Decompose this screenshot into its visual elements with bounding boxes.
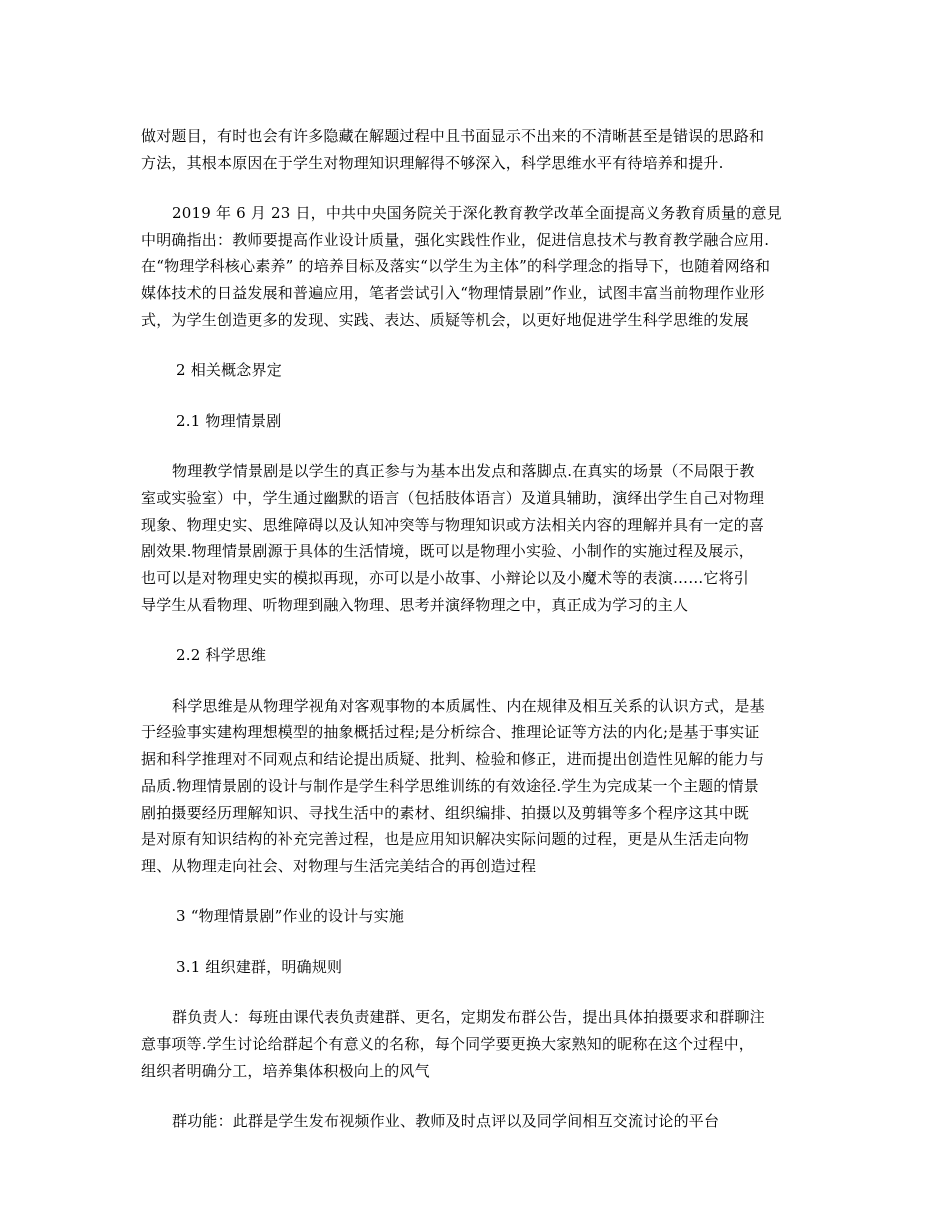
section-heading: 3 “物理情景剧”作业的设计与实施: [176, 907, 405, 925]
paragraph-line: 群功能：此群是学生发布视频作业、教师及时点评以及同学间相互交流讨论的平台: [172, 1112, 720, 1130]
subsection-heading: 3.1 组织建群，明确规则: [176, 958, 343, 976]
paragraph-line: 剧拍摄要经历理解知识、寻找生活中的素材、组织编排、拍摄以及剪辑等多个程序这其中既: [141, 804, 750, 822]
paragraph-line: 也可以是对物理史实的模拟再现，亦可以是小故事、小辩论以及小魔术等的表演……它将引: [141, 569, 750, 587]
paragraph-line: 物理教学情景剧是以学生的真正参与为基本出发点和落脚点.在真实的场景（不局限于教: [172, 462, 755, 480]
paragraph-line: 组织者明确分工，培养集体积极向上的风气: [141, 1062, 430, 1080]
subsection-heading: 2.2 科学思维: [176, 646, 267, 664]
subsection-heading: 2.1 物理情景剧: [176, 412, 282, 430]
paragraph-line: 做对题目，有时也会有许多隐藏在解题过程中且书面显示不出来的不清晰甚至是错误的思路和: [141, 127, 765, 145]
paragraph-line: 是对原有知识结构的补充完善过程，也是应用知识解决实际问题的过程，更是从生活走向物: [141, 830, 750, 848]
paragraph-line: 室或实验室）中，学生通过幽默的语言（包括肢体语言）及道具辅助，演绎出学生自己对物理: [141, 489, 765, 507]
paragraph-line: 2019 年 6 月 23 日，中共中央国务院关于深化教育教学改革全面提高义务教育质量的意見: [172, 204, 782, 222]
section-heading: 2 相关概念界定: [176, 361, 282, 379]
paragraph-line: 品质.物理情景剧的设计与制作是学生科学思维训练的有效途径.学生为完成某一个主题的情景: [141, 777, 759, 795]
paragraph-line: 现象、物理史实、思维障碍以及认知冲突等与物理知识或方法相关内容的理解并具有一定的喜: [141, 516, 765, 534]
paragraph-line: 科学思维是从物理学视角对客观事物的本质属性、内在规律及相互关系的认识方式，是基: [172, 697, 765, 715]
paragraph-line: 群负责人：每班由课代表负责建群、更名，定期发布群公告，提出具体拍摄要求和群聊注: [172, 1008, 765, 1026]
paragraph-line: 理、从物理走向社会、对物理与生活完美结合的再创造过程: [141, 857, 537, 875]
paragraph-line: 于经验事实建构理想模型的抽象概括过程;是分析综合、推理论证等方法的内化;是基于事实证: [141, 723, 760, 741]
paragraph-line: 导学生从看物理、听物理到融入物理、思考并演绎物理之中，真正成为学习的主人: [141, 596, 689, 614]
paragraph-line: 据和科学推理对不同观点和结论提出质疑、批判、检验和修正，进而提出创造性见解的能力与: [141, 750, 765, 768]
paragraph-line: 剧效果.物理情景剧源于具体的生活情境，既可以是物理小实验、小制作的实施过程及展示，: [141, 542, 754, 560]
paragraph-line: 中明确指出：教师要提高作业设计质量，强化实践性作业，促进信息技术与教育教学融合应用.: [141, 231, 770, 249]
paragraph-line: 在“物理学科核心素养” 的培养目标及落实“以学生为主体”的科学理念的指导下，也随着网络和: [141, 257, 771, 275]
paragraph-line: 方法，其根本原因在于学生对物理知识理解得不够深入，科学思维水平有待培养和提升.: [141, 154, 724, 172]
paragraph-line: 式，为学生创造更多的发现、实践、表达、质疑等机会，以更好地促进学生科学思维的发展: [141, 311, 750, 329]
paragraph-line: 媒体技术的日益发展和普遍应用，笔者尝试引入“物理情景剧”作业，试图丰富当前物理作业形: [141, 284, 765, 302]
paragraph-line: 意事项等.学生讨论给群起个有意义的名称，每个同学要更换大家熟知的昵称在这个过程中，: [141, 1035, 754, 1053]
